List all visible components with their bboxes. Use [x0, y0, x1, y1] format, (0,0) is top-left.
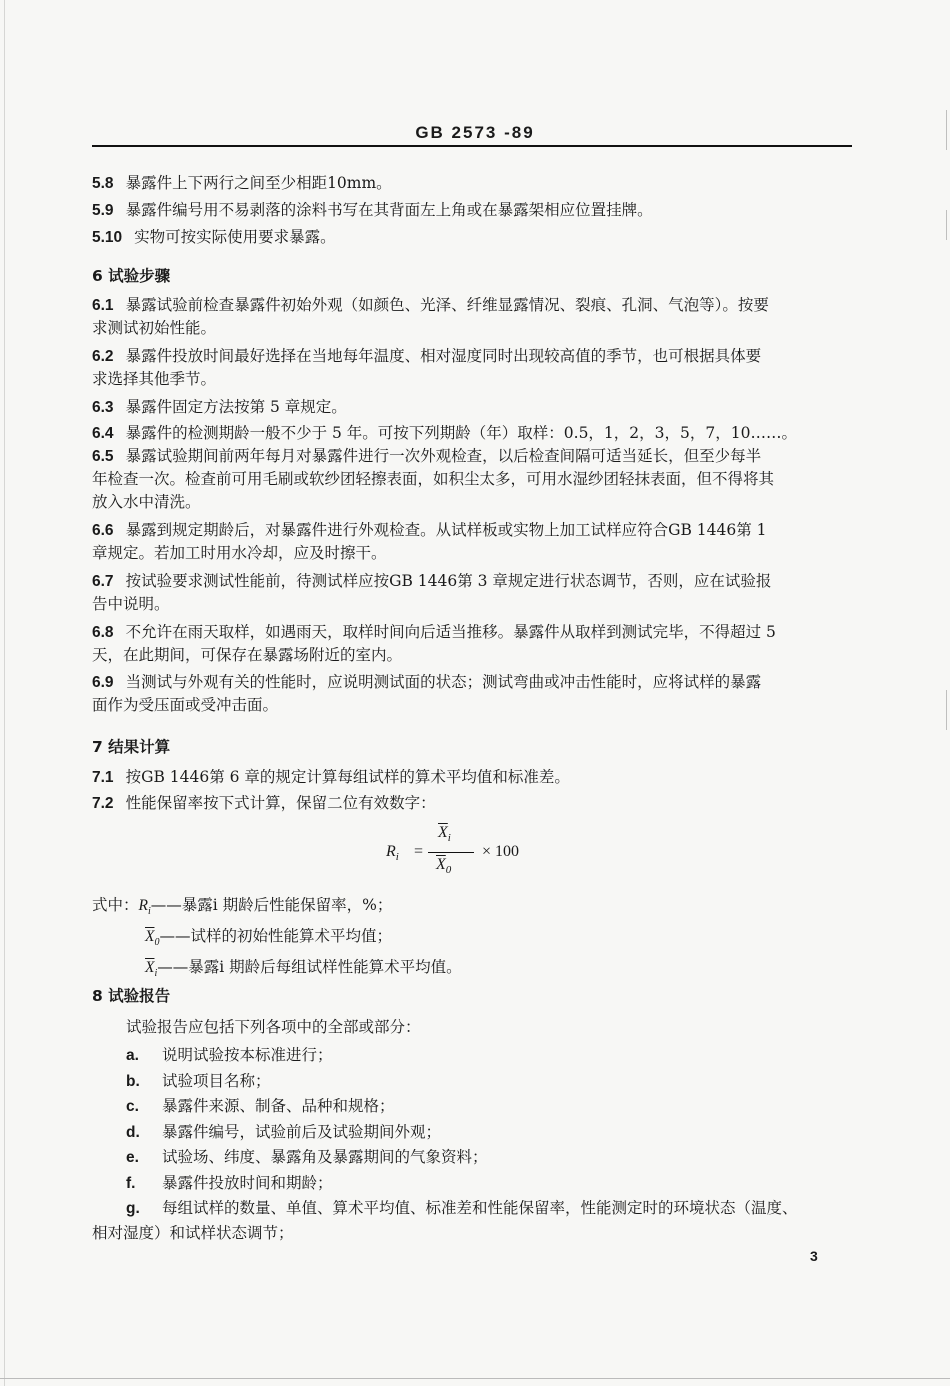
clause-6-1 [92, 294, 862, 340]
subscript: 0 [445, 864, 452, 877]
clause-number: 6.1 [92, 297, 114, 314]
clause-6-8 [92, 621, 862, 667]
list-item [126, 1094, 876, 1120]
clause-text: 暴露件投放时间最好选择在当地每年温度、相对湿度同时出现较高值的季节，也可根据具体要 [125, 347, 762, 365]
definition-text: ——暴露i 期龄后性能保留率，%； [150, 896, 393, 914]
list-marker: b. [126, 1072, 140, 1090]
clause-number: 6.3 [92, 399, 114, 416]
formula-denominator [436, 856, 451, 876]
definition-text: ——暴露i 期龄后每组试样性能算术平均值。 [157, 958, 462, 977]
list-text: 试验场、纬度、暴露角及暴露期间的气象资料； [162, 1148, 488, 1166]
clause-text-cont: 天，在此期间，可保存在暴露场附近的室内。 [92, 646, 403, 664]
list-marker: e. [126, 1149, 139, 1166]
definition-text: ——试样的初始性能算术平均值； [159, 927, 392, 946]
clause-text-cont: 告中说明。 [92, 595, 170, 613]
clause-text-cont: 求测试初始性能。 [92, 319, 217, 337]
subscript: i [447, 832, 451, 845]
clause-7-1 [92, 766, 862, 789]
clause-5-8 [92, 172, 862, 195]
clause-6-2 [92, 345, 862, 391]
section-7-title: 7 结果计算 [92, 738, 171, 756]
clause-number: 6.2 [92, 348, 114, 365]
definition-row [92, 955, 792, 986]
clause-text-cont: 年检查一次。检查前可用毛刷或软纱团轻擦表面，如积尘太多，可用水湿纱团轻抹表面，但不得将其 [92, 470, 775, 488]
definition-row [92, 893, 792, 924]
list-item [126, 1171, 876, 1197]
clause-number: 5.8 [92, 175, 114, 192]
subscript: i [154, 968, 158, 980]
clause-text-cont: 章规定。若加工时用水冷却，应及时擦干。 [92, 544, 387, 562]
formula-numerator [438, 824, 451, 844]
clause-text-cont: 面作为受压面或受冲击面。 [92, 696, 279, 714]
list-item [126, 1145, 876, 1171]
scan-edge-right [946, 690, 947, 730]
clause-7-2 [92, 792, 862, 815]
clause-6-3 [92, 396, 862, 419]
clause-text: 不允许在雨天取样，如遇雨天，取样时间向后适当推移。暴露件从取样到测试完毕，不得超过 5 [125, 623, 776, 641]
list-marker: d. [126, 1123, 140, 1141]
subscript: i [147, 906, 151, 918]
clause-5-9 [92, 199, 862, 222]
list-item [126, 1120, 876, 1146]
page-number: 3 [810, 1248, 818, 1264]
clause-text: 暴露件编号用不易剥落的涂料书写在其背面左上角或在暴露架相应位置挂牌。 [125, 201, 653, 219]
fraction-bar [428, 852, 474, 853]
clause-text: 实物可按实际使用要求暴露。 [134, 228, 336, 246]
list-marker: f. [126, 1174, 136, 1192]
definition-row [92, 924, 792, 955]
header-rule [92, 145, 852, 147]
bottom-edge [0, 1378, 950, 1379]
symbol-x-bar: $\overline{X}$ [436, 856, 446, 873]
clause-number: 5.9 [92, 202, 114, 219]
list-text: 暴露件编号，试验前后及试验期间外观； [162, 1122, 442, 1141]
clause-number: 5.10 [92, 229, 123, 246]
list-text: 暴露件来源、制备、品种和规格； [162, 1097, 395, 1115]
clause-6-6 [92, 519, 862, 565]
clause-6-7 [92, 570, 862, 616]
symbol-x-bar: $\overline{X}$ [145, 959, 155, 977]
clause-number: 6.7 [92, 573, 114, 590]
list-item [126, 1196, 876, 1222]
formula-lhs [386, 843, 399, 863]
symbol-x-bar: $\overline{X}$ [438, 824, 448, 841]
definitions-intro: 式中： [92, 896, 139, 914]
clause-number: 6.5 [92, 448, 114, 465]
section-6-title: 6 试验步骤 [92, 267, 171, 285]
clause-text: 暴露试验期间前两年每月对暴露件进行一次外观检查，以后检查间隔可适当延长，但至少每半 [125, 447, 762, 465]
clause-number: 7.2 [92, 795, 114, 812]
list-marker: c. [126, 1098, 139, 1115]
clause-number: 6.9 [92, 674, 114, 691]
clause-text: 按试验要求测试性能前，待测试样应按GB 1446第 3 章规定进行状态调节，否则，应在试验报 [125, 572, 772, 590]
clause-6-5 [92, 445, 862, 514]
list-item [126, 1043, 876, 1069]
clause-text: 性能保留率按下式计算，保留二位有效数字： [125, 794, 436, 812]
report-list [126, 1043, 876, 1222]
scan-edge-left [4, 0, 5, 1386]
subscript: i [395, 851, 399, 864]
list-text: 暴露件投放时间和期龄； [162, 1173, 333, 1192]
clause-6-9 [92, 671, 862, 717]
clause-6-4 [92, 422, 862, 445]
scan-edge-right [946, 210, 947, 240]
clause-number: 7.1 [92, 769, 114, 786]
list-text: 说明试验按本标准进行； [162, 1046, 333, 1064]
document-header: GB 2573 -89 [415, 123, 535, 142]
clause-text: 当测试与外观有关的性能时，应说明测试面的状态；测试弯曲或冲击性能时，应将试样的暴露 [125, 673, 762, 691]
clause-text: 暴露件的检测期龄一般不少于 5 年。可按下列期龄（年）取样：0.5，1，2，3，5，7，10……。 [125, 424, 797, 442]
section-8-title: 8 试验报告 [92, 987, 171, 1005]
report-intro: 试验报告应包括下列各项中的全部或部分： [126, 1018, 421, 1036]
symbol-r: R [386, 843, 396, 860]
clause-number: 6.8 [92, 624, 114, 641]
subscript: 0 [154, 937, 160, 949]
clause-number: 6.6 [92, 522, 114, 539]
clause-text: 按GB 1446第 6 章的规定计算每组试样的算术平均值和标准差。 [125, 768, 570, 786]
clause-text: 暴露件上下两行之间至少相距10mm。 [125, 174, 392, 192]
retention-formula [380, 818, 580, 888]
list-text: 每组试样的数量、单值、算术平均值、标准差和性能保留率，性能测定时的环境状态（温度、 [162, 1199, 798, 1217]
list-marker: g. [126, 1200, 140, 1217]
clause-text-cont: 求选择其他季节。 [92, 370, 217, 388]
multiplier: × 100 [482, 843, 520, 860]
clause-text: 暴露件固定方法按第 5 章规定。 [125, 398, 347, 416]
symbol-x-bar: $\overline{X}$ [145, 928, 155, 946]
clause-number: 6.4 [92, 425, 114, 442]
equals-sign: = [414, 843, 424, 860]
clause-text: 暴露到规定期龄后，对暴露件进行外观检查。从试样板或实物上加工试样应符合GB 1446第 1 [125, 521, 767, 539]
formula-definitions [92, 893, 792, 986]
clause-text-cont: 放入水中清洗。 [92, 493, 201, 511]
list-marker: a. [126, 1047, 139, 1064]
list-item [126, 1069, 876, 1095]
symbol-r: R [138, 897, 148, 914]
clause-5-10 [92, 226, 862, 249]
list-item-continuation: 相对湿度）和试样状态调节； [92, 1224, 294, 1242]
clause-text: 暴露试验前检查暴露件初始外观（如颜色、光泽、纤维显露情况、裂痕、孔洞、气泡等）。按要 [125, 296, 769, 314]
list-text: 试验项目名称； [162, 1071, 271, 1090]
